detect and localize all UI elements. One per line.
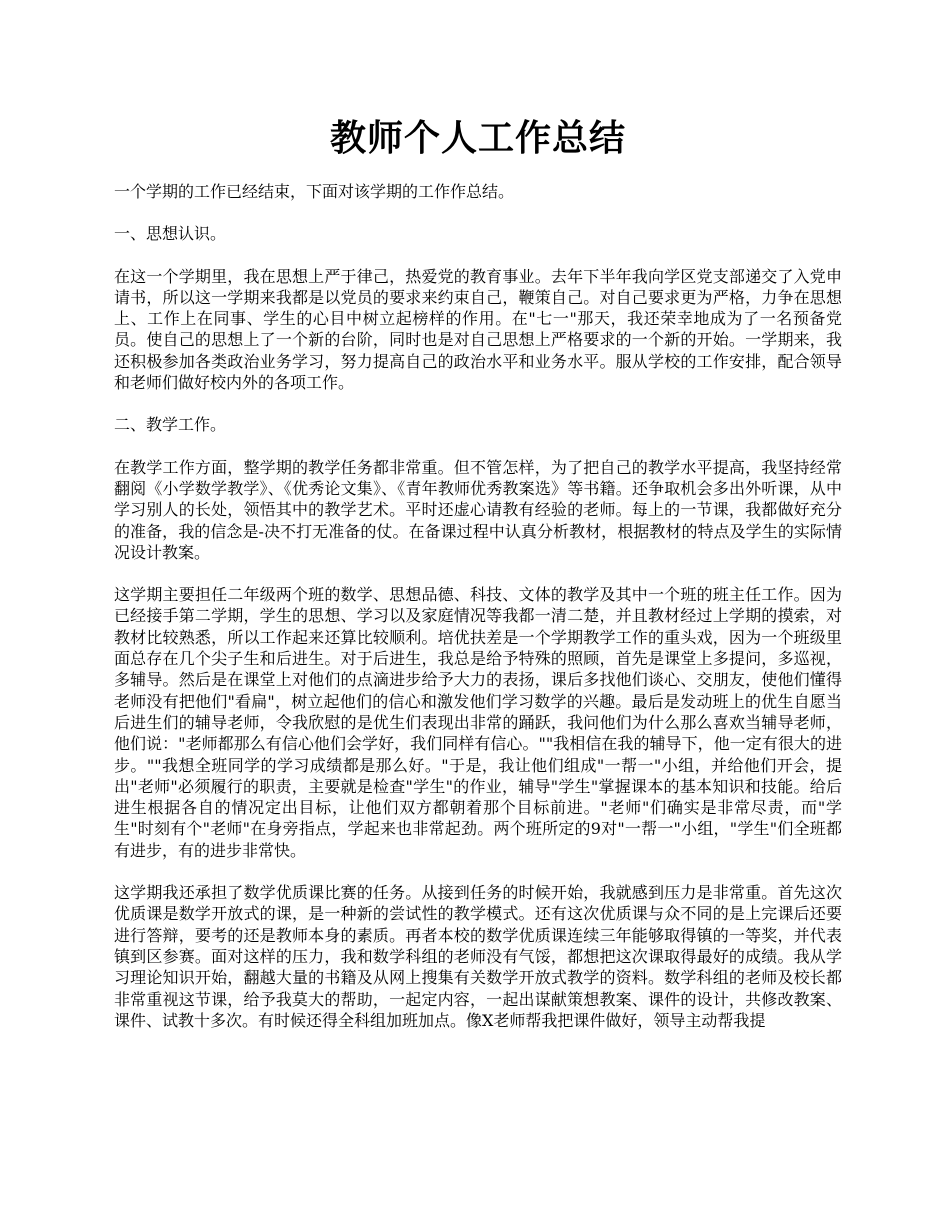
document-page <box>114 0 842 1031</box>
paragraph-teaching-2: 这学期主要担任二年级两个班的数学、思想品德、科技、文体的教学及其中一个班的班主任工作。因为已经接手第二学期，学生的思想、学习以及家庭情况等我都一清二楚，并且教材经过上学期的摸索，对教材比较熟悉，所以工作起来还算比较顺利。培优扶差是一个学期教学工作的重头戏，因为一个班级里面总存在几个尖子生和后进生。对于后进生，我总是给予特殊的照顾，首先是课堂上多提问，多巡视，多辅导。然后是在课堂上对他们的点滴进步给予大力的表扬，课后多找他们谈心、交朋友，使他们懂得老师没有把他们"看扁"，树立起他们的信心和激发他们学习数学的兴趣。最后是发动班上的优生自愿当后进生们的辅导老师，令我欣慰的是优生们表现出非常的踊跃，我问他们为什么那么喜欢当辅导老师，他们说："老师都那么有信心他们会学好，我们同样有信心。""我相信在我的辅导下，他一定有很大的进步。""我想全班同学的学习成绩都是那么好。"于是，我让他们组成"一帮一"小组，并给他们开会，提出"老师"必须履行的职责，主要就是检查"学生"的作业，辅导"学生"掌握课本的基本知识和技能。给后进生根据各自的情况定出目标，让他们双方都朝着那个目标前进。"老师"们确实是非常尽责，而"学生"时刻有个"老师"在身旁指点，学起来也非常起劲。两个班所定的9对"一帮一"小组，"学生"们全班都有进步，有的进步非常快。 <box>114 585 842 860</box>
paragraph-teaching-1: 在教学工作方面，整学期的教学任务都非常重。但不管怎样，为了把自己的教学水平提高，我坚持经常翻阅《小学数学教学》、《优秀论文集》、《青年教师优秀教案选》等书籍。还争取机会多出外听课，从中学习别人的长处，领悟其中的教学艺术。平时还虚心请教有经验的老师。每上的一节课，我都做好充分的准备，我的信念是-决不打无准备的仗。在备课过程中认真分析教材，根据教材的特点及学生的实际情况设计教案。 <box>114 457 842 562</box>
document-title: 教师个人工作总结 <box>329 117 626 159</box>
paragraph-intro: 一个学期的工作已经结束，下面对该学期的工作作总结。 <box>114 182 515 201</box>
paragraph-thoughts: 在这一个学期里，我在思想上严于律己，热爱党的教育事业。去年下半年我向学区党支部递交了入党申请书，所以这一学期来我都是以党员的要求来约束自己，鞭策自己。对自己要求更为严格，力争在思想上、工作上在同事、学生的心目中树立起榜样的作用。在"七一"那天，我还荣幸地成为了一名预备党员。使自己的思想上了一个新的台阶，同时也是对自己思想上严格要求的一个新的开始。一学期来，我还积极参加各类政治业务学习，努力提高自己的政治水平和业务水平。服从学校的工作安排，配合领导和老师们做好校内外的各项工作。 <box>114 266 842 393</box>
section-heading-thoughts: 一、思想认识。 <box>114 224 227 244</box>
paragraph-teaching-3: 这学期我还承担了数学优质课比赛的任务。从接到任务的时候开始，我就感到压力是非常重。首先这次优质课是数学开放式的课，是一种新的尝试性的教学模式。还有这次优质课与众不同的是上完课后还要进行答辩，要考的还是教师本身的素质。再者本校的数学优质课连续三年能够取得镇的一等奖，并代表镇到区参赛。面对这样的压力，我和数学科组的老师没有气馁，都想把这次课取得最好的成绩。我从学习理论知识开始，翻越大量的书籍及从网上搜集有关数学开放式教学的资料。数学科组的老师及校长都非常重视这节课，给予我莫大的帮助，一起定内容，一起出谋献策想教案、课件的设计，共修改教案、课件、试教十多次。有时候还得全科组加班加点。像X老师帮我把课件做好，领导主动帮我提 <box>114 883 842 1030</box>
section-heading-teaching: 二、教学工作。 <box>114 415 227 435</box>
